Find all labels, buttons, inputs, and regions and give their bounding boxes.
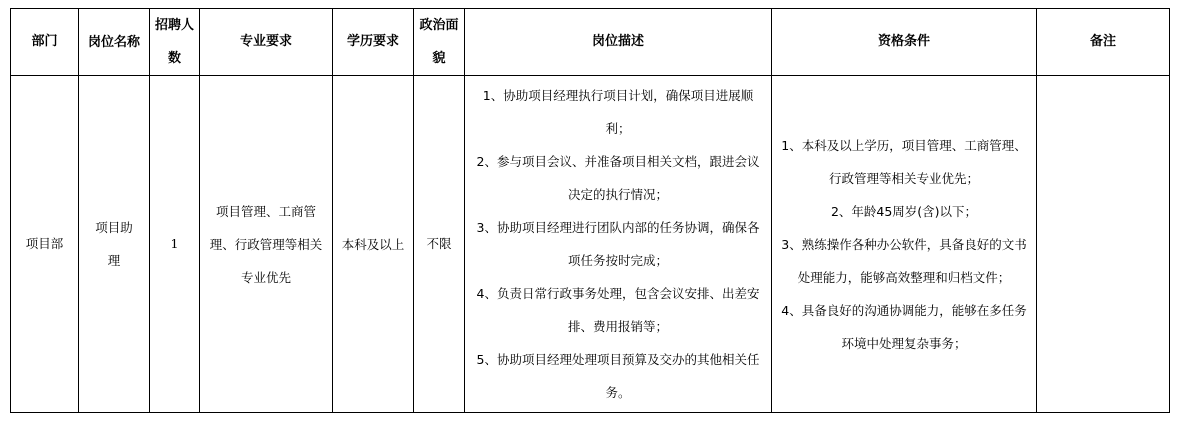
description-item: 4、负责日常行政事务处理，包含会议安排、出差安排、费用报销等； (476, 286, 760, 334)
header-qualifications: 资格条件 (772, 9, 1037, 76)
qualification-item: 4、具备良好的沟通协调能力，能够在多任务环境中处理复杂事务； (781, 302, 1027, 351)
header-political (414, 9, 465, 76)
header-remarks: 备注 (1037, 9, 1170, 76)
table-header-row (11, 9, 1170, 76)
cell-remarks (1037, 76, 1170, 413)
cell-description (465, 76, 772, 413)
cell-headcount: 1 (150, 76, 200, 413)
header-headcount (150, 9, 200, 76)
qualification-item: 1、本科及以上学历，项目管理、工商管理、行政管理等相关专业优先； (781, 137, 1027, 186)
qualification-item: 3、熟练操作各种办公软件，具备良好的文书处理能力，能够高效整理和归档文件； (781, 236, 1027, 285)
header-education: 学历要求 (333, 9, 414, 76)
description-item: 5、协助项目经理处理项目预算及交办的其他相关任务。 (476, 352, 760, 400)
recruitment-table-container (10, 8, 1170, 413)
header-political-text: 政治面貌 (419, 18, 459, 66)
cell-major: 项目管理、工商管理、行政管理等相关专业优先 (200, 76, 333, 413)
header-headcount-text: 招聘人数 (154, 18, 194, 66)
cell-education: 本科及以上 (333, 76, 414, 413)
description-item: 1、协助项目经理执行项目计划，确保项目进展顺利； (482, 88, 754, 136)
qualification-item: 2、年龄45周岁(含)以下； (830, 203, 978, 219)
header-major: 专业要求 (200, 9, 333, 76)
table-row (11, 76, 1170, 413)
cell-position: 项目助理 (79, 76, 150, 413)
cell-political: 不限 (414, 76, 465, 413)
recruitment-table (10, 8, 1170, 413)
header-position (79, 9, 150, 76)
header-department: 部门 (11, 9, 79, 76)
cell-department: 项目部 (11, 76, 79, 413)
description-item: 3、协助项目经理进行团队内部的任务协调，确保各项任务按时完成； (476, 220, 760, 268)
cell-qualifications (772, 76, 1037, 413)
header-description: 岗位描述 (465, 9, 772, 76)
header-position-text: 岗位名称 (87, 34, 140, 50)
description-item: 2、参与项目会议、并准备项目相关文档，跟进会议决定的执行情况； (476, 154, 760, 202)
